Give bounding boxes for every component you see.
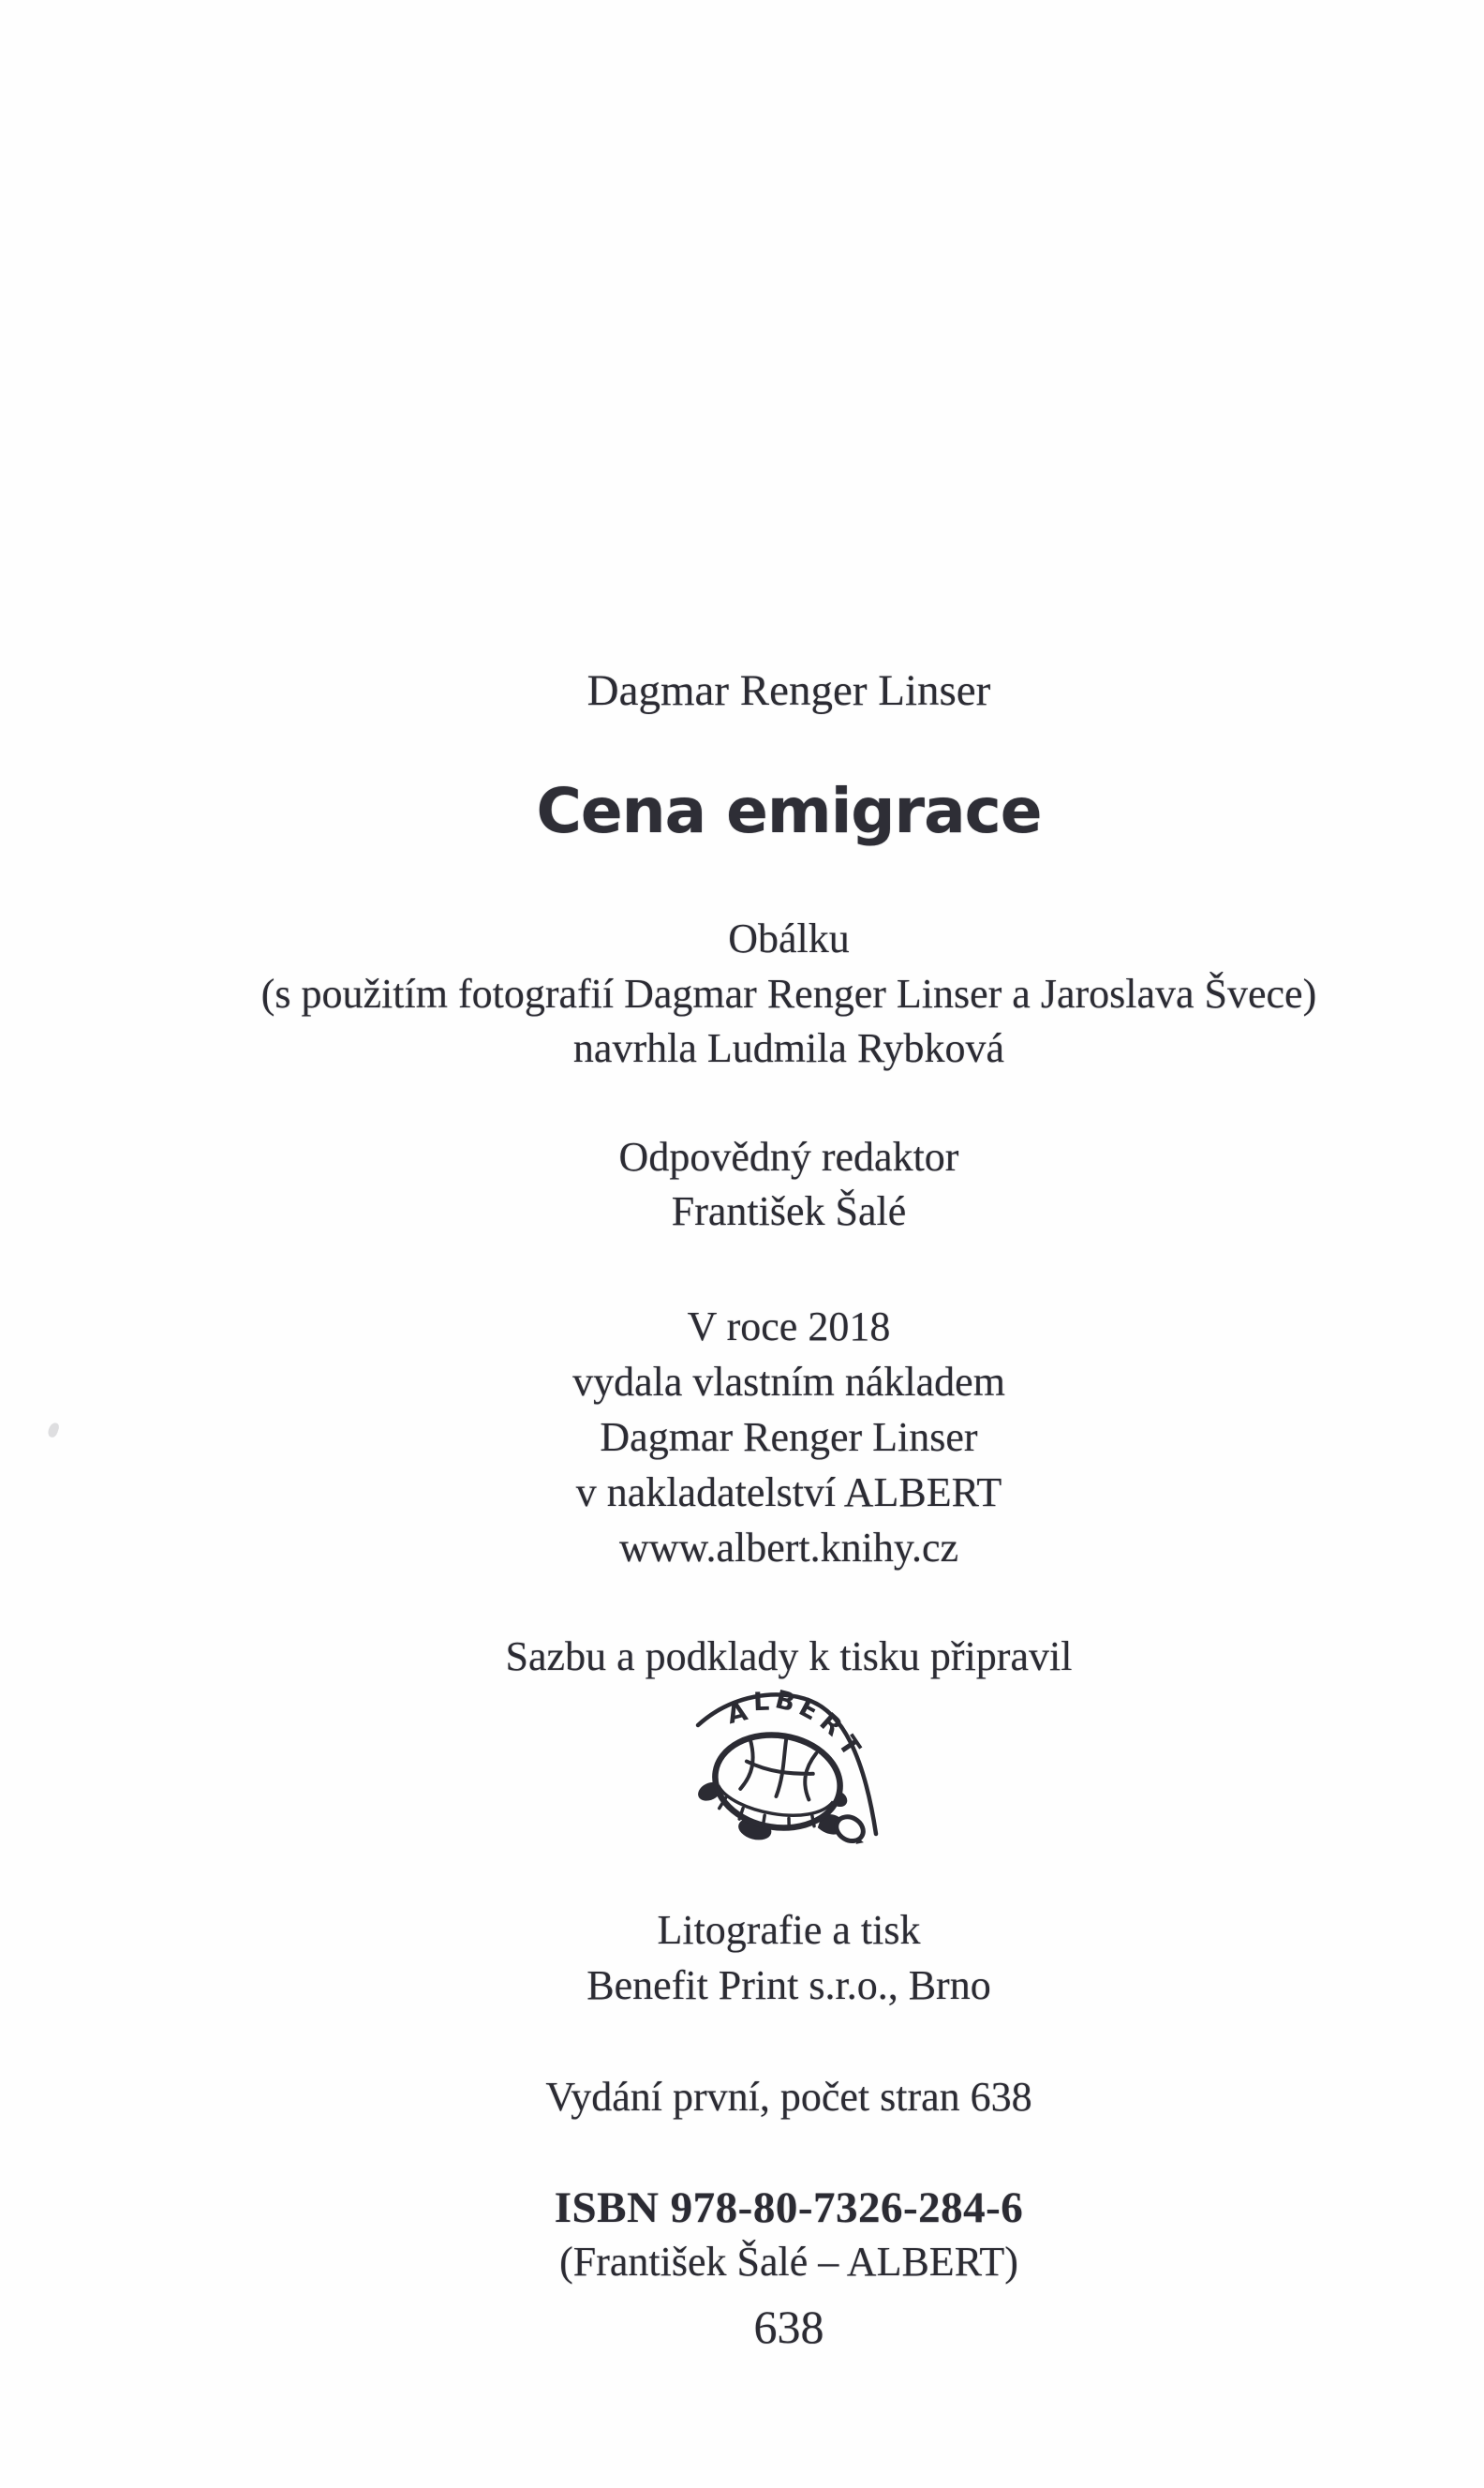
cover-credit-line-3: navrhla Ludmila Rybková: [572, 1025, 1005, 1071]
publication-block: [94, 1299, 1484, 1575]
printing-block: [94, 1902, 1484, 2013]
publication-year-line: V roce 2018: [687, 1304, 891, 1349]
albert-turtle-logo: [689, 1684, 890, 1848]
cover-credit-line-2: (s použitím fotografií Dagmar Renger Linser a Jaroslava Švece): [260, 970, 1317, 1017]
editor-block: [94, 1130, 1484, 1239]
isbn-block: [94, 2181, 1484, 2289]
publisher-website: www.albert.knihy.cz: [618, 1525, 959, 1571]
printing-company: Benefit Print s.r.o., Brno: [586, 1962, 991, 2008]
publication-house-line: v nakladatelství ALBERT: [575, 1469, 1002, 1515]
printing-label: Litografie a tisk: [657, 1907, 921, 1953]
edition-line: Vydání první, počet stran 638: [545, 2074, 1032, 2120]
author-name: Dagmar Renger Linser: [586, 666, 991, 715]
logo-letter-r: R: [813, 1707, 848, 1743]
isbn-publisher: (František Šalé – ALBERT): [559, 2239, 1018, 2285]
isbn-number: ISBN 978-80-7326-284-6: [554, 2183, 1024, 2232]
page-number: 638: [753, 2301, 824, 2353]
publication-line-2: vydala vlastním nákladem: [572, 1359, 1005, 1405]
publication-publisher-name: Dagmar Renger Linser: [600, 1414, 978, 1460]
book-title: Cena emigrace: [536, 775, 1042, 847]
typesetting-credit-line: Sazbu a podklady k tisku připravil: [505, 1633, 1073, 1679]
cover-credit-line-1: Obálku: [728, 916, 850, 961]
logo-letter-e: E: [794, 1692, 824, 1727]
cover-credit-block: [94, 912, 1484, 1077]
logo-letter-l: L: [752, 1687, 770, 1718]
editor-name: František Šalé: [671, 1188, 907, 1234]
logo-letter-b: B: [772, 1685, 798, 1719]
editor-label: Odpovědný redaktor: [618, 1134, 959, 1180]
logo-letter-t: T: [832, 1730, 867, 1762]
logo-letter-a: A: [724, 1697, 750, 1731]
scan-artifact-speck: [47, 1422, 60, 1438]
